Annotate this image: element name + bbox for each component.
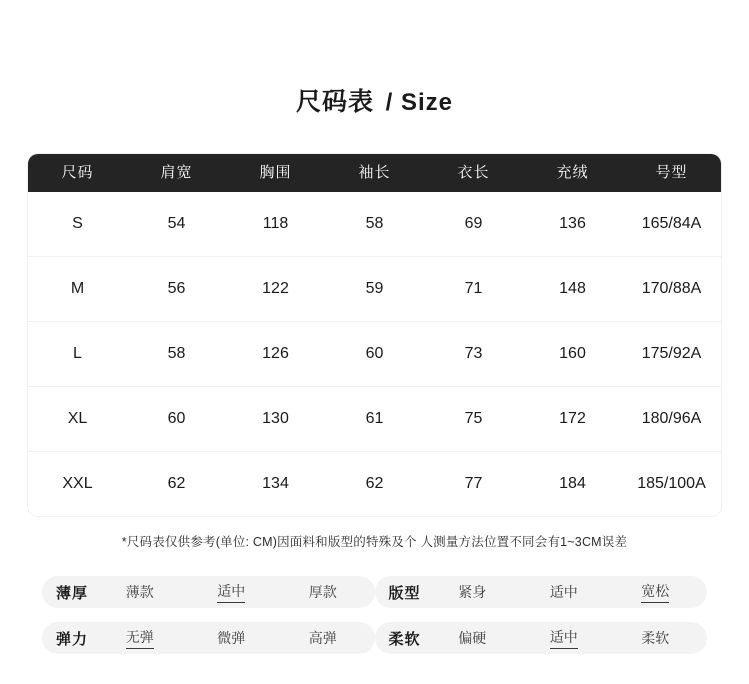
attribute-options-elasticity bbox=[88, 627, 374, 649]
attribute-option-medium-soft[interactable]: 适中 bbox=[550, 627, 578, 649]
attribute-option-loose[interactable]: 宽松 bbox=[641, 581, 669, 603]
attribute-group-softness bbox=[375, 622, 708, 654]
cell-bust: 130 bbox=[226, 387, 325, 452]
cell-sleeve: 60 bbox=[325, 322, 424, 387]
size-table bbox=[28, 154, 721, 516]
attribute-row bbox=[42, 576, 707, 608]
cell-down-fill: 136 bbox=[523, 192, 622, 257]
table-row bbox=[28, 322, 721, 387]
attribute-label-fit: 版型 bbox=[388, 584, 421, 602]
cell-size: M bbox=[28, 257, 127, 322]
cell-down-fill: 160 bbox=[523, 322, 622, 387]
cell-model: 170/88A bbox=[622, 257, 721, 322]
column-header-size: 尺码 bbox=[28, 154, 127, 192]
attribute-option-thin[interactable]: 薄款 bbox=[125, 583, 154, 600]
attribute-pill bbox=[42, 576, 375, 608]
column-header-length: 衣长 bbox=[424, 154, 523, 192]
attribute-pill bbox=[375, 622, 708, 654]
page-title-separator: / bbox=[377, 89, 401, 116]
cell-length: 69 bbox=[424, 192, 523, 257]
cell-shoulder: 60 bbox=[127, 387, 226, 452]
cell-size: L bbox=[28, 322, 127, 387]
cell-size: XL bbox=[28, 387, 127, 452]
column-header-model: 号型 bbox=[622, 154, 721, 192]
cell-sleeve: 61 bbox=[325, 387, 424, 452]
attribute-group-elasticity bbox=[42, 622, 375, 654]
cell-down-fill: 172 bbox=[523, 387, 622, 452]
size-table-container bbox=[28, 154, 721, 516]
attribute-section bbox=[42, 576, 707, 654]
cell-bust: 134 bbox=[226, 452, 325, 517]
attribute-option-no-stretch[interactable]: 无弹 bbox=[126, 627, 154, 649]
cell-length: 73 bbox=[424, 322, 523, 387]
column-header-sleeve: 袖长 bbox=[325, 154, 424, 192]
table-row bbox=[28, 192, 721, 257]
attribute-option-firm[interactable]: 偏硬 bbox=[458, 629, 487, 646]
page-title bbox=[0, 0, 749, 118]
attribute-group-thickness bbox=[42, 576, 375, 608]
table-row bbox=[28, 387, 721, 452]
attribute-options-thickness bbox=[88, 581, 374, 603]
cell-length: 71 bbox=[424, 257, 523, 322]
cell-bust: 126 bbox=[226, 322, 325, 387]
attribute-pill bbox=[42, 622, 375, 654]
column-header-down-fill: 充绒 bbox=[523, 154, 622, 192]
column-header-shoulder: 肩宽 bbox=[127, 154, 226, 192]
attribute-label-thickness: 薄厚 bbox=[56, 584, 89, 602]
table-row bbox=[28, 257, 721, 322]
cell-length: 77 bbox=[424, 452, 523, 517]
cell-shoulder: 62 bbox=[127, 452, 226, 517]
attribute-option-high-stretch[interactable]: 高弹 bbox=[308, 629, 337, 646]
cell-model: 185/100A bbox=[622, 452, 721, 517]
cell-length: 75 bbox=[424, 387, 523, 452]
cell-size: S bbox=[28, 192, 127, 257]
measurement-note: *尺码表仅供参考(单位: CM)因面料和版型的特殊及个 人测量方法位置不同会有1~3CM误差 bbox=[121, 535, 628, 549]
table-header-row bbox=[28, 154, 721, 192]
cell-shoulder: 56 bbox=[127, 257, 226, 322]
cell-model: 165/84A bbox=[622, 192, 721, 257]
cell-model: 180/96A bbox=[622, 387, 721, 452]
attribute-row bbox=[42, 622, 707, 654]
attribute-label-elasticity: 弹力 bbox=[56, 630, 89, 648]
page-title-en-text: Size bbox=[401, 89, 454, 116]
table-row bbox=[28, 452, 721, 517]
cell-down-fill: 184 bbox=[523, 452, 622, 517]
cell-sleeve: 58 bbox=[325, 192, 424, 257]
column-header-bust: 胸围 bbox=[226, 154, 325, 192]
cell-model: 175/92A bbox=[622, 322, 721, 387]
cell-down-fill: 148 bbox=[523, 257, 622, 322]
page-title-en bbox=[378, 89, 453, 116]
attribute-label-softness: 柔软 bbox=[388, 630, 421, 648]
cell-bust: 122 bbox=[226, 257, 325, 322]
attribute-option-soft[interactable]: 柔软 bbox=[641, 629, 670, 646]
attribute-options-softness bbox=[421, 627, 707, 649]
attribute-option-slim[interactable]: 紧身 bbox=[458, 583, 487, 600]
attribute-pill bbox=[375, 576, 708, 608]
attribute-group-fit bbox=[375, 576, 708, 608]
attribute-option-regular[interactable]: 适中 bbox=[549, 583, 578, 600]
cell-bust: 118 bbox=[226, 192, 325, 257]
attribute-option-thick[interactable]: 厚款 bbox=[308, 583, 337, 600]
size-table-body bbox=[28, 192, 721, 516]
attribute-options-fit bbox=[421, 581, 707, 603]
attribute-option-slight-stretch[interactable]: 微弹 bbox=[217, 629, 246, 646]
cell-shoulder: 58 bbox=[127, 322, 226, 387]
page-title-cn: 尺码表 bbox=[295, 88, 374, 116]
cell-sleeve: 59 bbox=[325, 257, 424, 322]
cell-sleeve: 62 bbox=[325, 452, 424, 517]
attribute-option-medium[interactable]: 适中 bbox=[217, 581, 245, 603]
size-table-head bbox=[28, 154, 721, 192]
cell-shoulder: 54 bbox=[127, 192, 226, 257]
cell-size: XXL bbox=[28, 452, 127, 517]
